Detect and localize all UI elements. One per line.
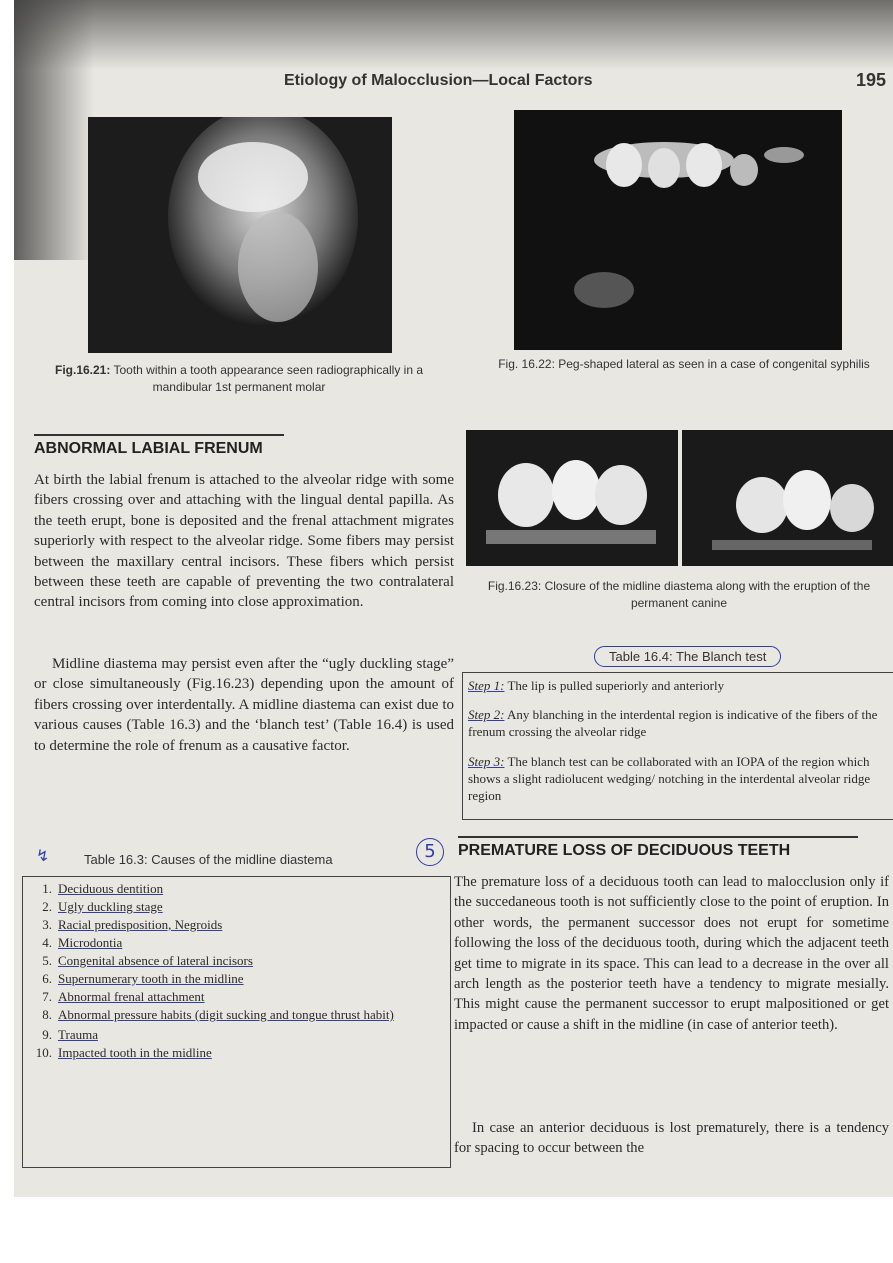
row-text: Microdontia	[58, 935, 123, 950]
row-number: 10.	[35, 1045, 52, 1060]
figure-16-23-caption	[474, 578, 884, 612]
table-16-4-title-text: Table 16.4: The Blanch test	[609, 649, 767, 664]
page-number: 195	[856, 70, 887, 90]
figure-caption-text: Tooth within a tooth appearance seen radiographically in a mandibular 1st permanent molar	[113, 363, 424, 394]
row-text: Impacted tooth in the midline	[58, 1045, 212, 1060]
row-number: 8.	[42, 1007, 52, 1022]
table-row	[28, 1006, 443, 1024]
step-label: Step 2:	[468, 707, 505, 722]
table-row	[28, 1044, 443, 1062]
row-text: Ugly duckling stage	[58, 899, 163, 914]
pen-mark-icon: ↯	[36, 846, 50, 865]
left-shadow	[14, 0, 94, 260]
figure-16-22-caption	[494, 356, 874, 373]
table-row	[28, 880, 443, 898]
row-text: Racial predisposition, Negroids	[58, 917, 223, 932]
step-label: Step 1:	[468, 678, 505, 693]
blanch-step-2	[468, 706, 888, 740]
figure-16-23-photo-right	[682, 430, 893, 566]
section-heading-abnormal-labial-frenum: ABNORMAL LABIAL FRENUM	[34, 440, 263, 457]
book-page	[14, 0, 893, 1197]
row-number: 1.	[42, 881, 52, 896]
step-text: The lip is pulled superiorly and anteriorly	[507, 678, 725, 693]
table-16-4-title	[594, 646, 781, 667]
paragraph-premature-loss-2: In case an anterior deciduous is lost prematurely, there is a tendency for spacing to occur between the	[454, 1120, 889, 1157]
figure-label: Fig.16.21:	[54, 363, 111, 377]
row-text: Deciduous dentition	[58, 881, 164, 896]
figure-16-21-caption	[54, 362, 424, 396]
figure-16-22-photo	[514, 110, 842, 350]
figure-label: Fig. 16.22:	[498, 357, 555, 371]
heading-rule	[458, 836, 858, 838]
table-row	[28, 898, 443, 916]
paragraph-labial-frenum-2: Midline diastema may persist even after the “ugly duckling stage” or close simultaneously (Fig.16.23) depending upon the amount of fibers crossing over interdentally. A midline diastema can exist due to various causes (Table 16.3) and the ‘blanch test’ (Table 16.4) is used to determine the role of frenum as a causative factor.	[34, 656, 454, 754]
section-heading-premature-loss: PREMATURE LOSS OF DECIDUOUS TEETH	[458, 842, 791, 859]
row-number: 9.	[42, 1027, 52, 1042]
row-number: 7.	[42, 989, 52, 1004]
row-number: 4.	[42, 935, 52, 950]
table-16-3-list	[28, 880, 443, 1062]
step-text: Any blanching in the interdental region is indicative of the fibers of the frenum crossing the alveolar ridge	[468, 707, 878, 739]
paragraph-labial-frenum-1: At birth the labial frenum is attached to the alveolar ridge with some fibers crossing over and attaching with the lingual dental papilla. As the teeth erupt, bone is deposited and the frenal attachment migrates superiorly with respect to the alveolar ridge. Some fibers may persist between the maxillary central incisors. These fibers which persist between these teeth are capable of preventing the two contralateral central incisors from coming into close approximation.	[34, 472, 454, 611]
running-header: Etiology of Malocclusion—Local Factors	[284, 72, 593, 89]
row-text: Trauma	[58, 1027, 98, 1042]
figure-label: Fig.16.23:	[487, 579, 542, 593]
blanch-step-3	[468, 753, 888, 804]
circled-number-annotation	[416, 838, 444, 866]
blanch-step-1	[468, 677, 888, 694]
row-text: Supernumerary tooth in the midline	[58, 971, 244, 986]
table-16-3-title: Table 16.3: Causes of the midline diastema	[84, 852, 333, 867]
table-row	[28, 988, 443, 1006]
table-row	[28, 970, 443, 988]
paragraph-premature-loss-1: The premature loss of a deciduous tooth can lead to malocclusion only if the succedaneous tooth is not sufficiently close to the point of eruption. In other words, the permanent successor does not erupt for sometime following the loss of the deciduous tooth, during which the adjacent teeth get time to migrate in its space. This can lead to a decrease in the over all arch length as the posterior teeth have a tendency to migrate mesially. This might cause the permanent successor to erupt malpositioned or get impacted or cause a shift in the midline (in case of anterior teeth).	[454, 874, 889, 1033]
diastema-after-image	[682, 430, 893, 566]
table-row	[28, 916, 443, 934]
table-row	[28, 1026, 443, 1044]
radiograph-image	[88, 117, 392, 353]
row-text: Congenital absence of lateral incisors	[58, 953, 253, 968]
peg-lateral-image	[514, 110, 842, 350]
top-shadow	[14, 0, 893, 70]
figure-16-21-radiograph	[88, 117, 392, 353]
row-text: Abnormal frenal attachment	[58, 989, 205, 1004]
figure-caption-text: Closure of the midline diastema along with the eruption of the permanent canine	[544, 579, 871, 610]
table-row	[28, 934, 443, 952]
step-label: Step 3:	[468, 754, 505, 769]
diastema-before-image	[466, 430, 678, 566]
annotation-text: 5	[424, 841, 436, 862]
row-number: 6.	[42, 971, 52, 986]
row-number: 3.	[42, 917, 52, 932]
table-row	[28, 952, 443, 970]
heading-rule	[34, 434, 284, 436]
figure-caption-text: Peg-shaped lateral as seen in a case of congenital syphilis	[558, 357, 870, 371]
row-number: 2.	[42, 899, 52, 914]
step-text: The blanch test can be collaborated with an IOPA of the region which shows a slight radiolucent wedging/ notching in the interdental alveolar ridge region	[468, 754, 871, 803]
row-number: 5.	[42, 953, 52, 968]
figure-16-23-photo-left	[466, 430, 678, 566]
row-text: Abnormal pressure habits (digit sucking and tongue thrust habit)	[58, 1007, 394, 1022]
